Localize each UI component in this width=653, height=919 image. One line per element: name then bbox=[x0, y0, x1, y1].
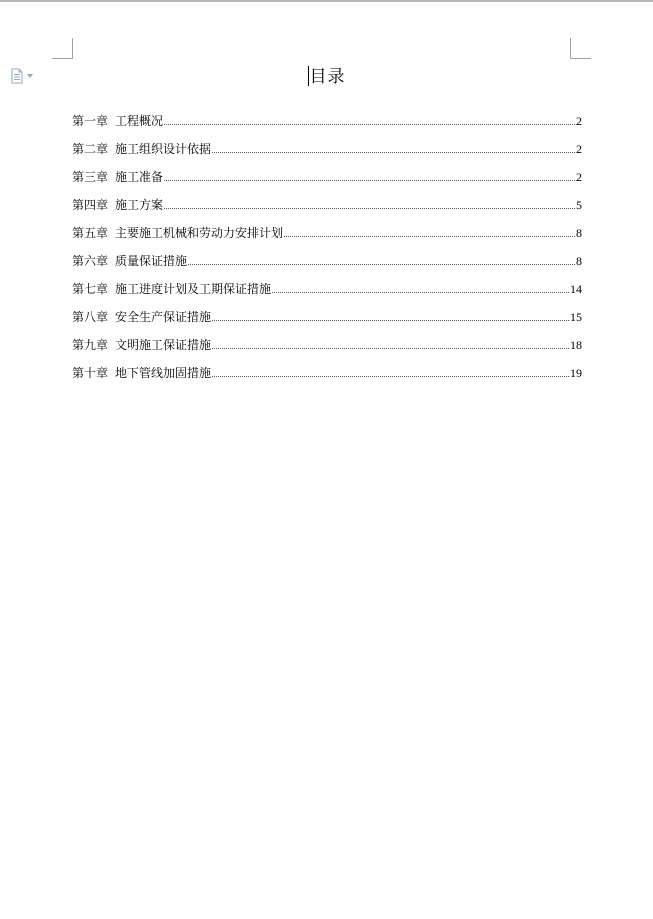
toc-dot-leader bbox=[212, 319, 569, 321]
toc-chapter-number: 第四章 bbox=[72, 198, 109, 212]
toc-chapter-name: 施工进度计划及工期保证措施 bbox=[115, 282, 272, 296]
toc-entry[interactable] bbox=[72, 212, 582, 240]
toc-dot-leader bbox=[164, 179, 575, 181]
toc-dot-leader bbox=[212, 347, 569, 349]
toc-chapter-name: 文明施工保证措施 bbox=[115, 338, 212, 352]
toc-chapter-number: 第八章 bbox=[72, 310, 109, 324]
toc-chapter-name: 地下管线加固措施 bbox=[115, 366, 212, 380]
toc-page-number: 18 bbox=[570, 338, 582, 352]
toc-chapter-name: 安全生产保证措施 bbox=[115, 310, 212, 324]
toc-chapter-number: 第六章 bbox=[72, 254, 109, 268]
toc-chapter-name: 施工方案 bbox=[115, 198, 164, 212]
toc-chapter-number: 第十章 bbox=[72, 366, 109, 380]
toc-page-number: 8 bbox=[576, 254, 582, 268]
toc-entry[interactable] bbox=[72, 324, 582, 352]
toc-dot-leader bbox=[212, 375, 569, 377]
toc-page-number: 19 bbox=[570, 366, 582, 380]
toc-entry[interactable] bbox=[72, 268, 582, 296]
toc-entry[interactable] bbox=[72, 296, 582, 324]
toc-chapter-number: 第五章 bbox=[72, 226, 109, 240]
document-page[interactable] bbox=[0, 2, 653, 919]
toc-chapter-number: 第二章 bbox=[72, 142, 109, 156]
text-cursor bbox=[308, 66, 309, 86]
toc-page-number: 8 bbox=[576, 226, 582, 240]
toc-entry[interactable] bbox=[72, 240, 582, 268]
toc-chapter-name: 施工组织设计依据 bbox=[115, 142, 212, 156]
toc-page-number: 2 bbox=[576, 114, 582, 128]
margin-corner-top-right bbox=[570, 38, 591, 59]
toc-entry[interactable] bbox=[72, 352, 582, 380]
toc-chapter-name: 质量保证措施 bbox=[115, 254, 188, 268]
toc-title[interactable] bbox=[0, 66, 653, 88]
toc-page-number: 2 bbox=[576, 142, 582, 156]
toc-chapter-name: 主要施工机械和劳动力安排计划 bbox=[115, 226, 284, 240]
toc-entry[interactable] bbox=[72, 100, 582, 128]
toc-dot-leader bbox=[188, 263, 575, 265]
toc-chapter-name: 施工准备 bbox=[115, 170, 164, 184]
toc-dot-leader bbox=[164, 207, 575, 209]
toc-entry[interactable] bbox=[72, 184, 582, 212]
toc-page-number: 5 bbox=[576, 198, 582, 212]
toc-page-number: 2 bbox=[576, 170, 582, 184]
toc-chapter-number: 第九章 bbox=[72, 338, 109, 352]
toc-entry[interactable] bbox=[72, 156, 582, 184]
toc-title-text: 目录 bbox=[309, 67, 346, 87]
toc-chapter-number: 第一章 bbox=[72, 114, 109, 128]
toc-page-number: 15 bbox=[570, 310, 582, 324]
toc-dot-leader bbox=[164, 123, 575, 125]
toc-chapter-name: 工程概况 bbox=[115, 114, 164, 128]
table-of-contents bbox=[72, 100, 582, 380]
toc-dot-leader bbox=[212, 151, 575, 153]
toc-chapter-number: 第三章 bbox=[72, 170, 109, 184]
toc-page-number: 14 bbox=[570, 282, 582, 296]
toc-dot-leader bbox=[272, 291, 569, 293]
margin-corner-top-left bbox=[52, 38, 73, 59]
toc-chapter-number: 第七章 bbox=[72, 282, 109, 296]
toc-entry[interactable] bbox=[72, 128, 582, 156]
toc-dot-leader bbox=[284, 235, 575, 237]
